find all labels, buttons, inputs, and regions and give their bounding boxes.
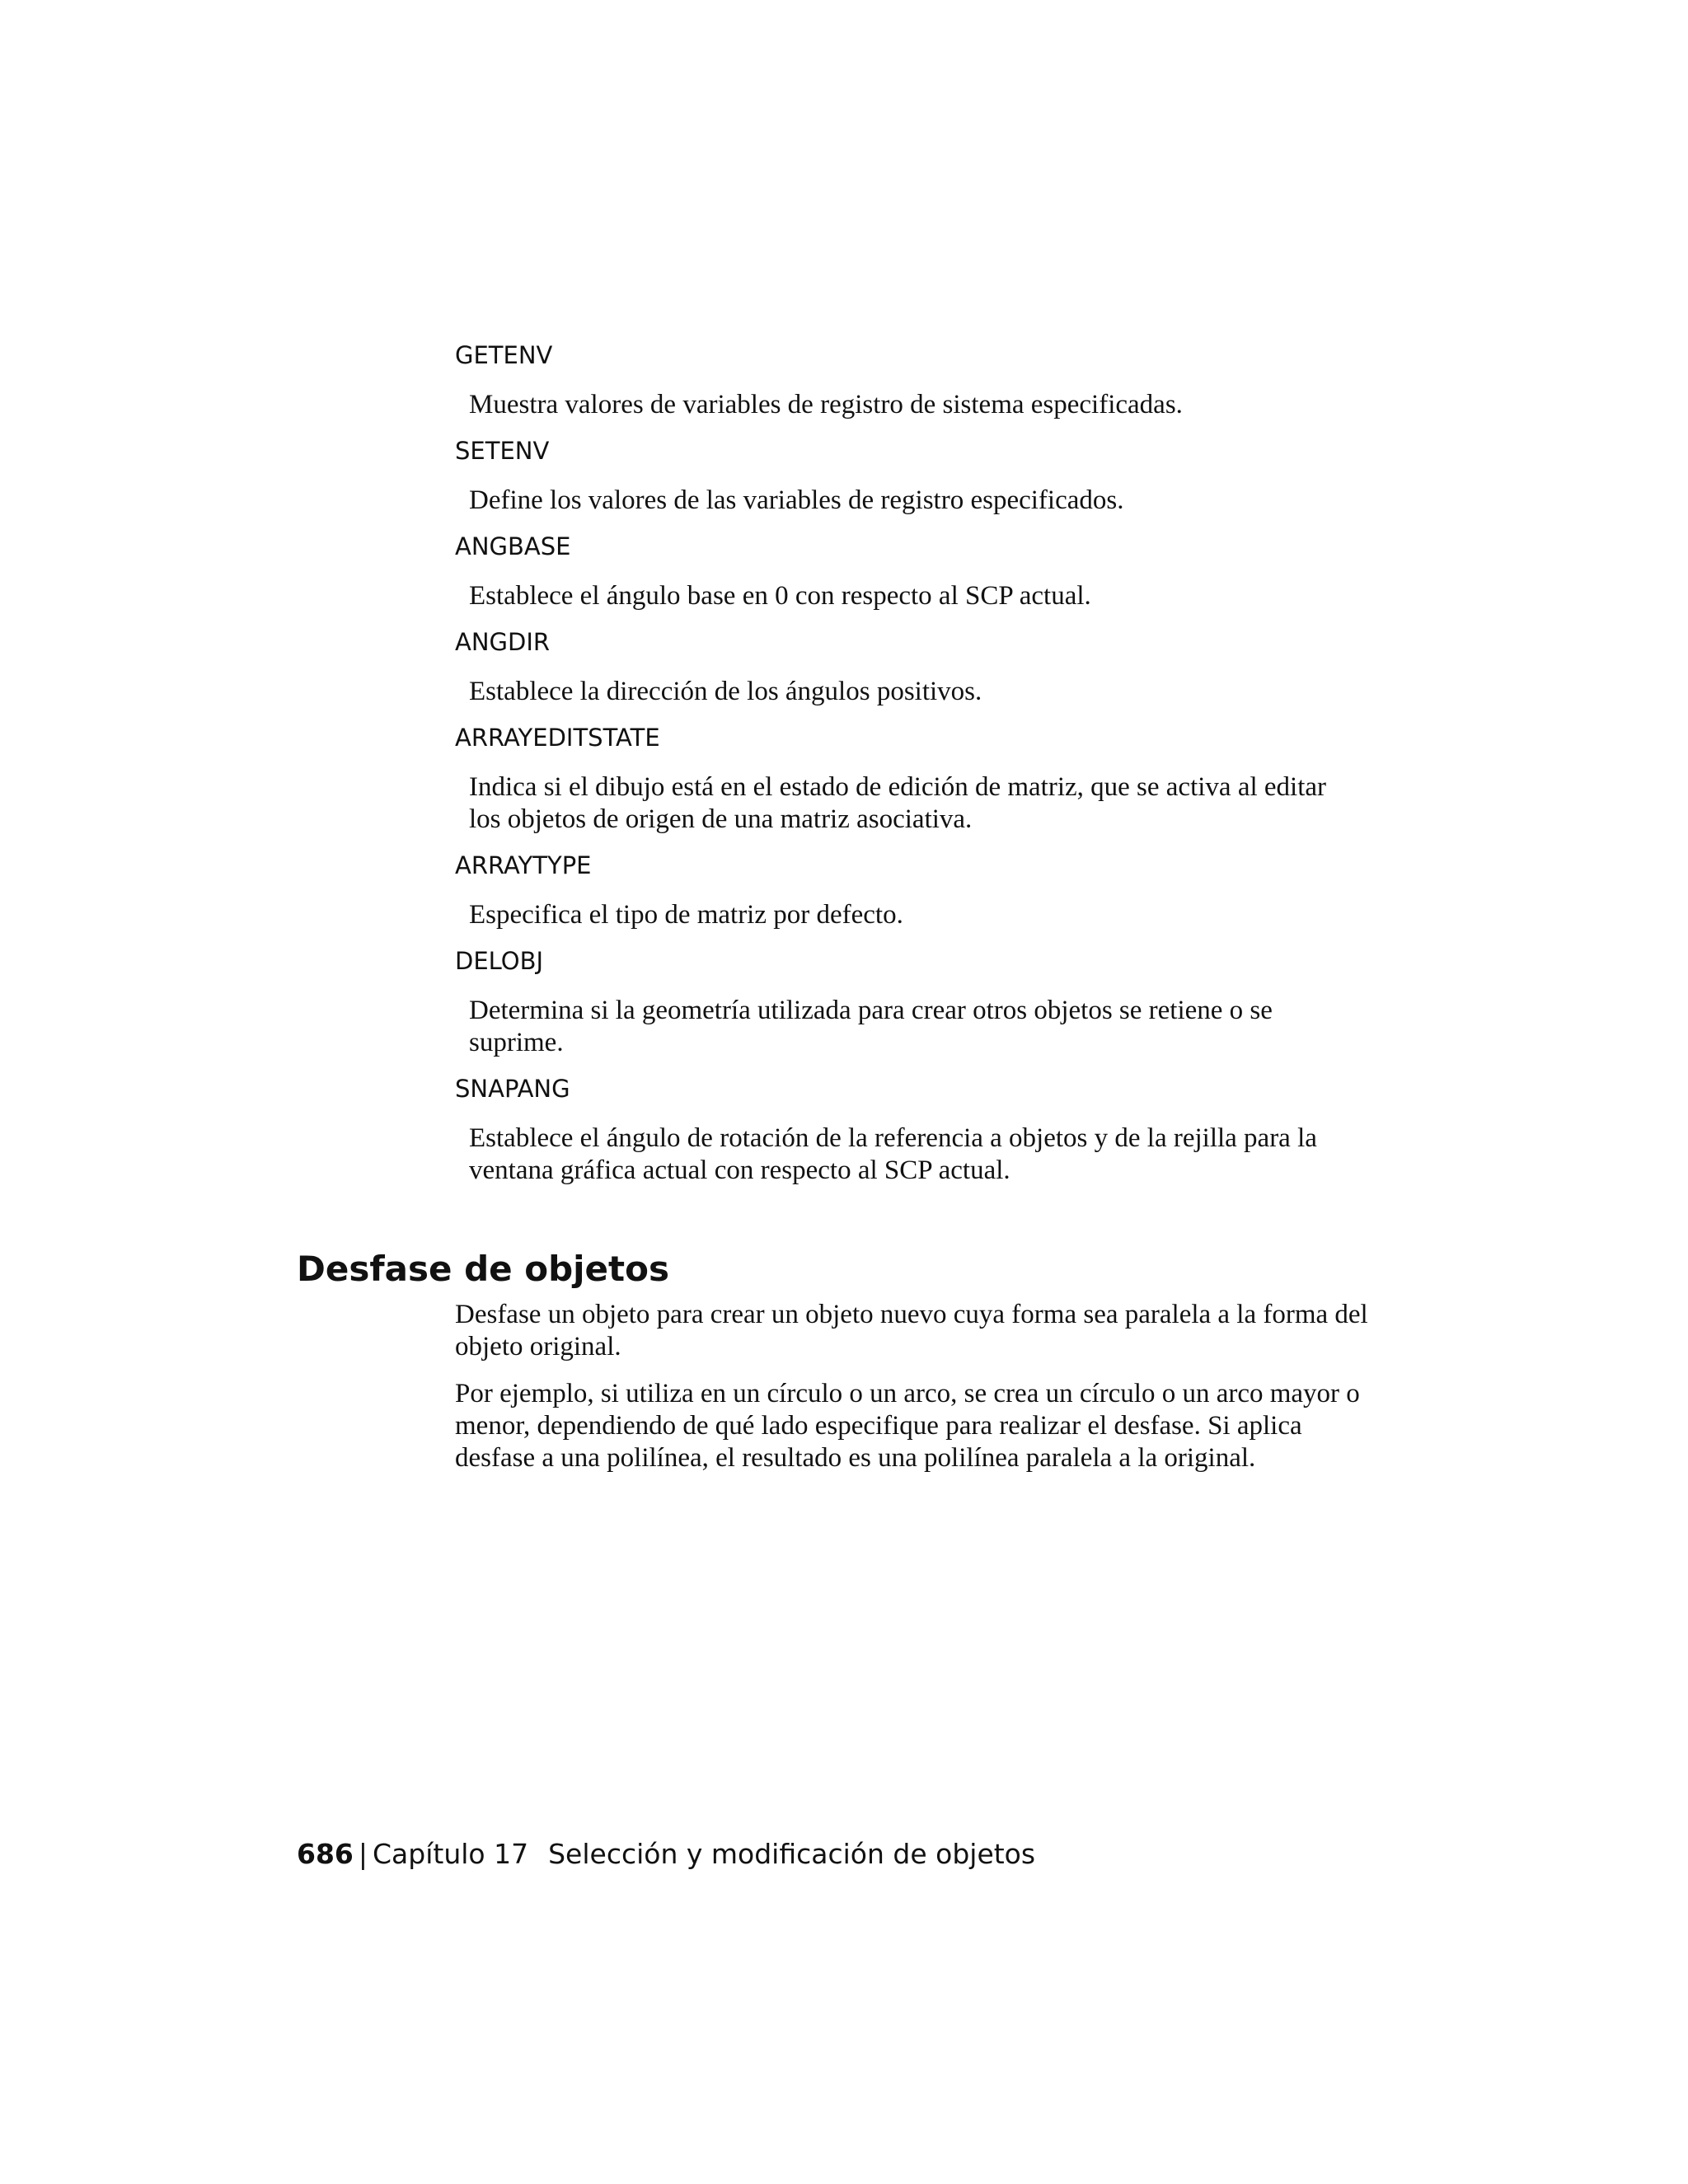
variable-name-snapang: SNAPANG — [455, 1075, 570, 1103]
section-heading: Desfase de objetos — [297, 1249, 669, 1289]
variable-description-arrayeditstate: Indica si el dibujo está en el estado de edición de matriz, que se activa al editar los objetos de origen de una matriz asociativa. — [469, 772, 1326, 834]
variable-name-angbase: ANGBASE — [455, 532, 571, 560]
variable-name-angdir: ANGDIR — [455, 628, 551, 656]
footer-separator: | — [358, 1838, 368, 1870]
variable-name-arrayeditstate: ARRAYEDITSTATE — [455, 724, 660, 752]
variable-name-getenv: GETENV — [455, 341, 553, 369]
variable-description-angbase: Establece el ángulo base en 0 con respecto al SCP actual. — [469, 581, 1091, 611]
variable-name-delobj: DELOBJ — [455, 947, 544, 975]
variable-description-getenv: Muestra valores de variables de registro de sistema especificadas. — [469, 390, 1183, 419]
system-variable-list — [455, 340, 1362, 1201]
variable-description-arraytype: Especifica el tipo de matriz por defecto. — [469, 900, 903, 930]
variable-name-setenv: SETENV — [455, 437, 550, 465]
page-footer — [297, 1836, 1035, 1872]
section-body — [455, 1299, 1370, 1474]
variable-description-snapang: Establece el ángulo de rotación de la referencia a objetos y de la rejilla para la ventana gráfica actual con respecto al SCP actual. — [469, 1123, 1317, 1185]
page-number: 686 — [297, 1838, 354, 1870]
variable-description-delobj: Determina si la geometría utilizada para crear otros objetos se retiene o se suprime. — [469, 996, 1273, 1057]
variable-name-arraytype: ARRAYTYPE — [455, 851, 592, 879]
chapter-label: Capítulo 17 — [373, 1838, 529, 1870]
section-paragraph: Por ejemplo, si utiliza en un círculo o un arco, se crea un círculo o un arco mayor o menor, dependiendo de qué lado especifique para realizar el desfase. Si aplica desfase a una polilínea, el resultado es una polilínea paralela a la original. — [455, 1379, 1360, 1473]
variable-description-setenv: Define los valores de las variables de registro especificados. — [469, 485, 1124, 515]
variable-description-angdir: Establece la dirección de los ángulos positivos. — [469, 677, 982, 706]
offset-objects-section — [297, 1246, 1385, 1489]
chapter-title: Selección y modificación de objetos — [548, 1838, 1036, 1870]
section-paragraph: Desfase un objeto para crear un objeto nuevo cuya forma sea paralela a la forma del objeto original. — [455, 1300, 1368, 1361]
